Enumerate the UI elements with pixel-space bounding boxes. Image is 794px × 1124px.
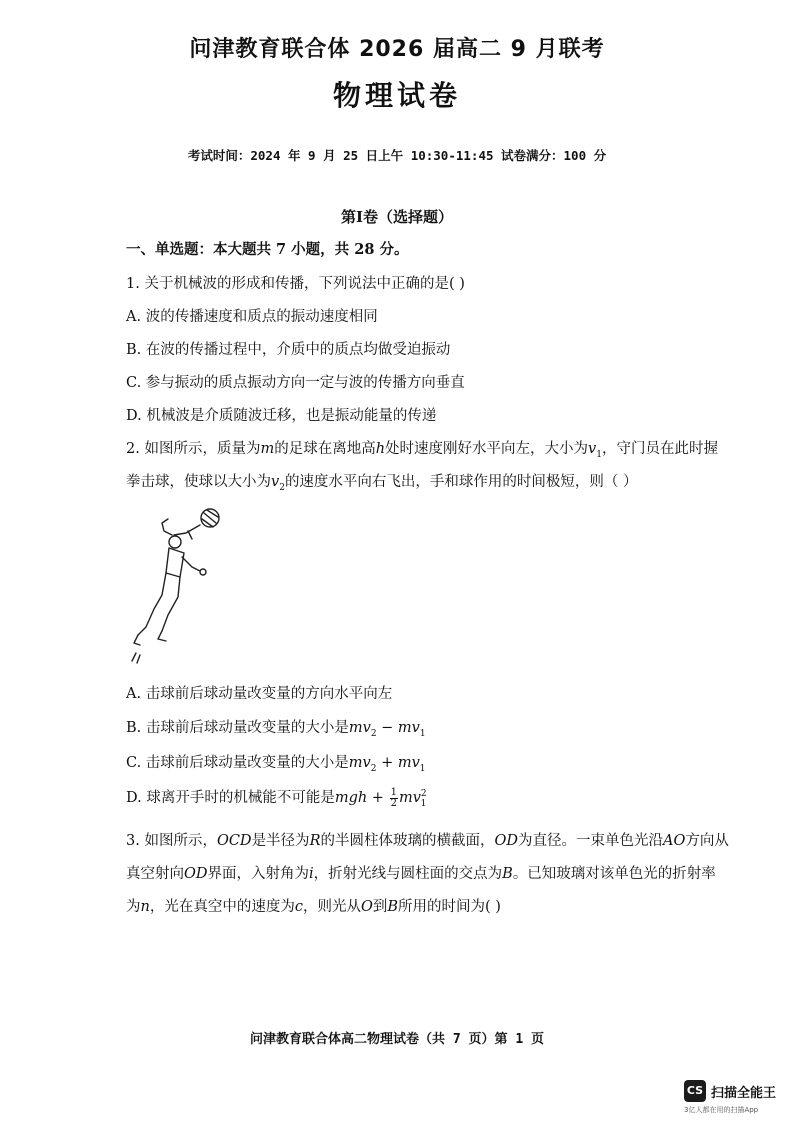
q1-option-a: A. 波的传播速度和质点的振动速度相同 [126,309,378,325]
q1-stem: 1. 关于机械波的形成和传播，下列说法中正确的是( ) [126,276,465,292]
q3-stem-line1: 3. 如图所示，OCD是半径为R的半圆柱体玻璃的横截面，OD为直径。一束单色光沿AO方向从 [126,833,729,849]
exam-title: 问津教育联合体 2026 届高二 9 月联考 [189,37,605,62]
page-footer: 问津教育联合体高二物理试卷（共 7 页）第 1 页 [250,1032,544,1047]
goalkeeper-figure [128,505,228,665]
q1-option-c: C. 参与振动的质点振动方向一定与波的传播方向垂直 [126,375,465,391]
camscanner-logo-icon: CS [684,1080,706,1102]
q2-option-c: C. 击球前后球动量改变量的大小是$mv_2 + mv_1$ [126,755,426,774]
watermark-name: 扫描全能王 [711,1086,777,1101]
section-title: 第Ⅰ卷（选择题） [340,208,454,226]
fraction-one-half: $\frac{1}{2}$ [390,786,397,809]
exam-info: 考试时间：2024 年 9 月 25 日上午 10:30-11:45 试卷满分：100 分 [187,148,607,163]
q3-stem-line3: 为n，光在真空中的速度为c，则光从O到B所用的时间为( ) [126,899,501,915]
subject-title: 物理试卷 [332,79,461,112]
section-instruction: 一、单选题：本大题共 7 小题，共 28 分。 [126,241,409,258]
q1-option-b: B. 在波的传播过程中，介质中的质点均做受迫振动 [126,342,451,358]
q2-option-a: A. 击球前后球动量改变量的方向水平向左 [126,686,393,702]
q1-option-d: D. 机械波是介质随波迁移，也是振动能量的传递 [126,408,437,424]
q2-stem-line2: 拳击球，使球以大小为$v_2$的速度水平向右飞出，手和球作用的时间极短，则（ ） [126,474,638,493]
q3-stem-line2: 真空射向OD界面，入射角为i，折射光线与圆柱面的交点为B。已知玻璃对该单色光的折射率 [126,866,716,882]
q2-option-d: D. 球离开手时的机械能不可能是mgh + $\frac{1}{2}$ $mv^2_1$ [126,786,427,809]
q2-stem-line1: 2. 如图所示，质量为m的足球在离地高h处时速度刚好水平向左，大小为$v_1$，守门员在此时握 [126,441,718,460]
scanner-watermark [684,1080,784,1116]
q2-option-b: B. 击球前后球动量改变量的大小是$mv_2 - mv_1$ [126,720,426,739]
watermark-slogan: 3亿人都在用的扫描App [684,1106,759,1114]
